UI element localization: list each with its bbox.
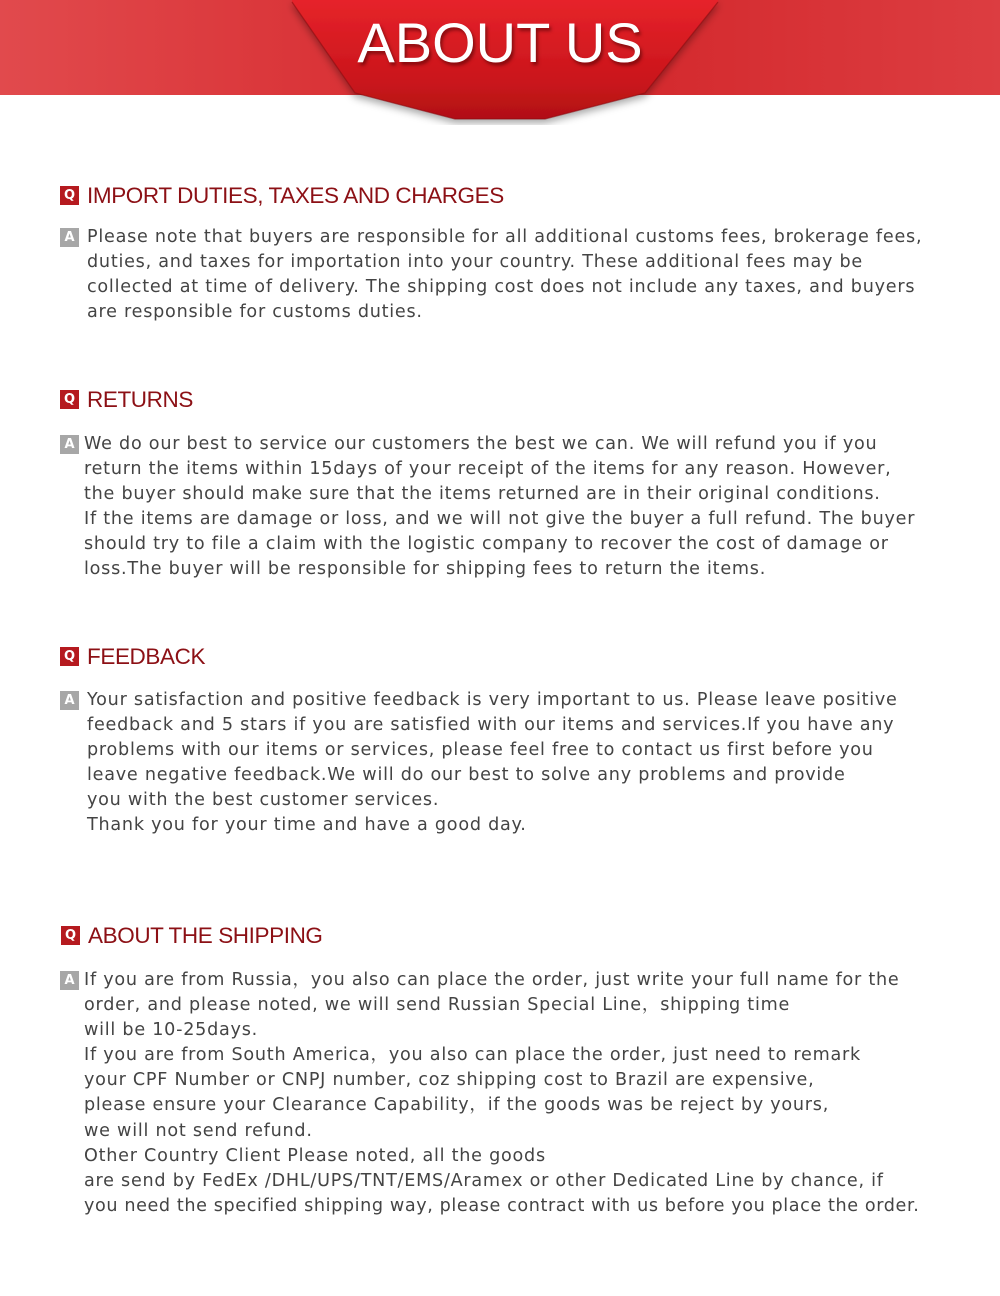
- q-badge: Q: [60, 647, 79, 666]
- answer-line: please ensure your Clearance Capability，if the goods was be reject by yours,: [84, 1095, 830, 1116]
- question-row: [60, 181, 960, 211]
- answer-line: We do our best to service our customers the best we can. We will refund you if you: [84, 434, 878, 454]
- faq-section-feedback: [60, 642, 960, 839]
- answer-line: If you are from Russia，you also can place the order, just write your full name for the: [84, 970, 900, 990]
- page-title: ABOUT US: [357, 11, 643, 74]
- a-badge: A: [60, 971, 79, 990]
- answer-line: will be 10-25days.: [84, 1020, 258, 1041]
- answer-row: [60, 688, 960, 839]
- answer-line: If the items are damage or loss, and we will not give the buyer a full refund. The buyer: [84, 509, 916, 530]
- answer-text: [87, 688, 960, 839]
- a-badge: A: [60, 435, 79, 454]
- answer-row: [60, 968, 960, 1219]
- answer-line: problems with our items or services, please feel free to contact us first before you: [87, 740, 874, 761]
- a-badge: A: [60, 691, 79, 710]
- question-row: [60, 385, 960, 415]
- q-badge: Q: [60, 390, 79, 409]
- q-badge: Q: [60, 186, 79, 205]
- question-row: [60, 642, 960, 672]
- answer-line: duties, and taxes for importation into your country. These additional fees may be: [87, 252, 864, 273]
- answer-line: return the items within 15days of your receipt of the items for any reason. However,: [84, 459, 892, 480]
- answer-line: we will not send refund.: [84, 1120, 313, 1141]
- answer-line: Please note that buyers are responsible for all additional customs fees, brokerage fees,: [87, 227, 923, 247]
- answer-row: [60, 225, 960, 325]
- a-badge: A: [60, 228, 79, 247]
- answer-line: Thank you for your time and have a good day.: [87, 815, 527, 836]
- question-title: ABOUT THE SHIPPING: [88, 923, 323, 948]
- question-title: FEEDBACK: [87, 644, 206, 669]
- faq-section-returns: [60, 385, 960, 583]
- answer-line: If you are from South America，you also can place the order, just need to remark: [84, 1045, 861, 1066]
- question-title: IMPORT DUTIES, TAXES AND CHARGES: [87, 183, 504, 208]
- answer-line: Your satisfaction and positive feedback is very important to us. Please leave positive: [87, 690, 898, 710]
- answer-line: should try to file a claim with the logistic company to recover the cost of damage or: [84, 534, 889, 555]
- answer-row: [60, 432, 960, 583]
- answer-line: feedback and 5 stars if you are satisfied with our items and services.If you have any: [87, 715, 895, 736]
- answer-line: the buyer should make sure that the items returned are in their original conditions.: [84, 484, 881, 505]
- answer-line: are responsible for customs duties.: [87, 302, 423, 323]
- faq-section-shipping: [60, 921, 960, 1219]
- answer-line: order, and please noted, we will send Russian Special Line，shipping time: [84, 995, 791, 1016]
- question-row: [60, 921, 960, 951]
- answer-text: [84, 968, 960, 1219]
- answer-line: you need the specified shipping way, please contract with us before you place the order.: [84, 1195, 920, 1216]
- answer-line: loss.The buyer will be responsible for shipping fees to return the items.: [84, 559, 767, 580]
- question-title: RETURNS: [87, 387, 193, 412]
- answer-text: [87, 225, 960, 325]
- q-badge: Q: [61, 926, 80, 945]
- answer-line: you with the best customer services.: [87, 790, 440, 811]
- answer-line: your CPF Number or CNPJ number, coz shipping cost to Brazil are expensive,: [84, 1070, 815, 1091]
- answer-line: collected at time of delivery. The shipping cost does not include any taxes, and buyers: [87, 277, 916, 298]
- answer-text: [84, 432, 960, 583]
- answer-line: leave negative feedback.We will do our best to solve any problems and provide: [87, 765, 846, 786]
- answer-line: Other Country Client Please noted, all the goods: [84, 1145, 546, 1166]
- answer-line: are send by FedEx /DHL/UPS/TNT/EMS/Aramex or other Dedicated Line by chance, if: [84, 1170, 884, 1191]
- faq-section-import-duties: [60, 181, 960, 325]
